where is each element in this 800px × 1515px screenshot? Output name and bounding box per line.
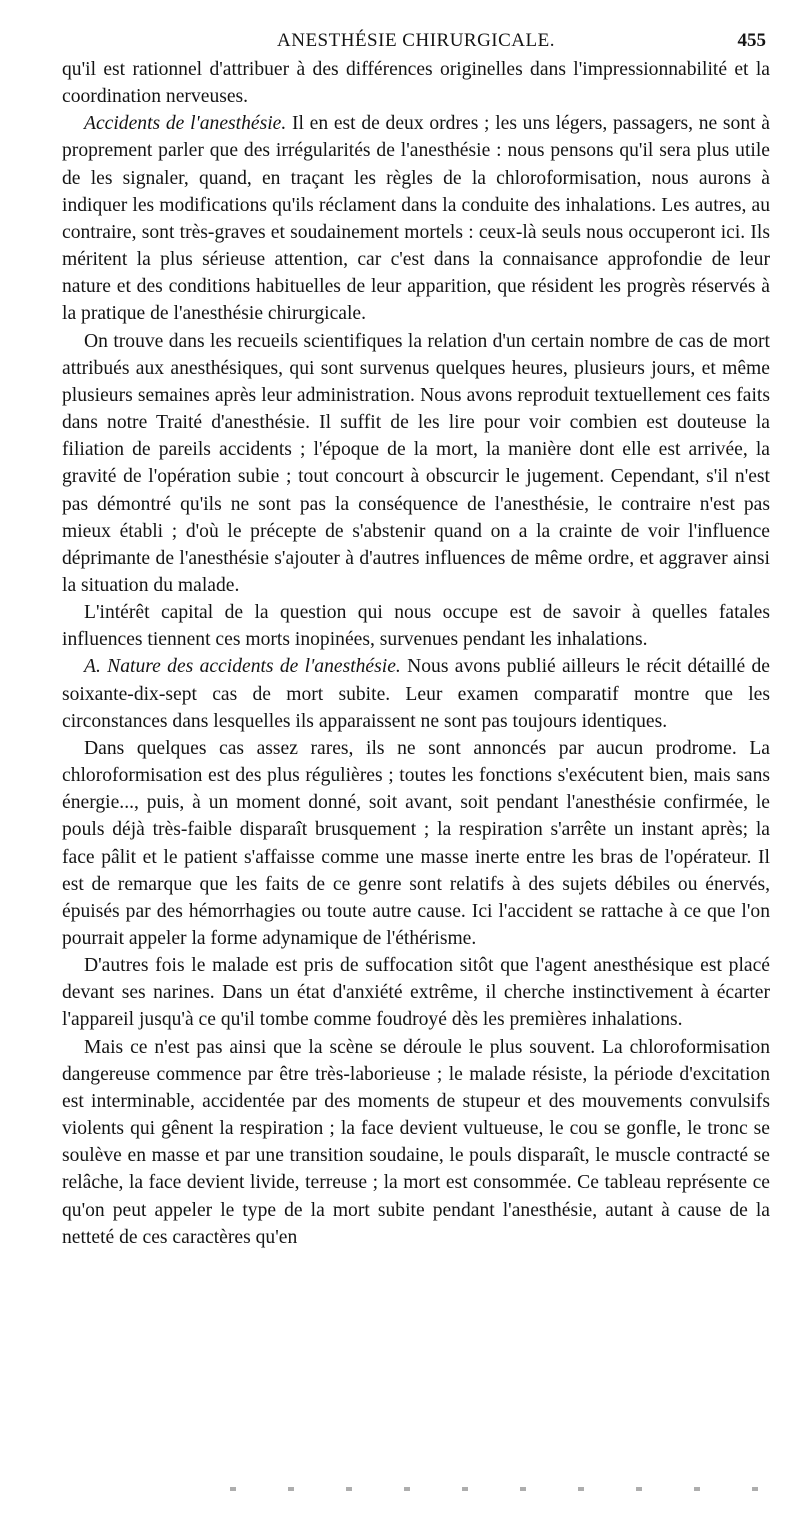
paragraph-suffocation bbox=[62, 952, 770, 1033]
paragraph-interet bbox=[62, 599, 770, 653]
body-text bbox=[62, 56, 770, 1251]
paragraph-text: Nous avons publié ailleurs le récit détaillé de soixante-dix-sept cas de mort subite. Leur examen comparatif montre que les circonstances dans lesquelles ils apparaissent ne sont pas toujours identiques. bbox=[62, 656, 770, 732]
page-number: 455 bbox=[737, 30, 766, 51]
paragraph-recueils bbox=[62, 328, 770, 600]
paragraph-text: On trouve dans les recueils scientifiques la relation d'un certain nombre de cas de mort attribués aux anesthésiques, qui sont survenus quelques heures, plusieurs jours, et même plusieurs semaines après leur administration. Nous avons reproduit textuellement ces faits dans notre Traité d'anesthésie. Il suffit de les lire pour voir combien est douteuse la filiation de pareils accidents ; l'époque de la mort, la manière dont elle est arrivée, la gravité de l'opération subie ; tout concourt à obscurcir le jugement. Cependant, s'il n'est pas démontré qu'ils ne sont pas la conséquence de l'anesthésie, le contraire n'est pas mieux établi ; d'où le précepte de s'abstenir quand on a la crainte de voir l'influence déprimante de l'anesthésie s'ajouter à d'autres influences de même ordre, et aggraver ainsi la situation du malade. bbox=[62, 330, 770, 596]
paragraph-lead: Accidents de l'anesthésie. bbox=[84, 113, 287, 135]
paragraph-text: Mais ce n'est pas ainsi que la scène se déroule le plus souvent. La chloroformisation dangereuse commence par être très-laborieuse ; le malade résiste, la période d'excitation est interminable, accidentée par des moments de stupeur et des mouvements convulsifs violents qui gênent la respiration ; la face devient vultueuse, le cou se gonfle, le tronc se soulève en masse et par une transition soudaine, le pouls disparaît, le muscle contracté se relâche, la face devient livide, terreuse ; la mort est consommée. Ce tableau représente ce qu'on peut appeler le type de la mort subite pendant l'anesthésie, autant à cause de la netteté de ces caractères qu'en bbox=[62, 1036, 770, 1248]
paragraph-continuation bbox=[62, 56, 770, 110]
paragraph-accidents bbox=[62, 110, 770, 327]
paragraph-text: Dans quelques cas assez rares, ils ne sont annoncés par aucun prodrome. La chloroformisation est des plus régulières ; toutes les fonctions s'exécutent bien, mais sans énergie..., puis, à un moment donné, soit avant, soit pendant l'anesthésie confirmée, le pouls déjà très-faible disparaît brusquement ; la respiration s'arrête un instant après; la face pâlit et le patient s'affaisse comme une masse inerte entre les bras de l'opérateur. Il est de remarque que les faits de ce genre sont relatifs à des sujets débiles ou énervés, épuisés par des hémorrhagies ou toute autre cause. Ici l'accident se rattache à ce que l'on pourrait appeler la forme adynamique de l'éthérisme. bbox=[62, 737, 770, 949]
paragraph-text: D'autres fois le malade est pris de suffocation sitôt que l'agent anesthésique est placé devant ses narines. Dans un état d'anxiété extrême, il cherche instinctivement à écarter l'appareil jusqu'à ce qu'il tombe comme foudroyé dès les premières inhalations. bbox=[62, 955, 770, 1031]
paragraph-type-mort bbox=[62, 1034, 770, 1251]
scan-artifact bbox=[230, 1487, 790, 1491]
paragraph-text: Il en est de deux ordres ; les uns légers, passagers, ne sont à proprement parler que des irrégularités de l'anesthésie : nous pensons qu'il sera plus utile de les signaler, quand, en traçant les règles de la chloroformisation, nous aurons à indiquer les modifications qu'ils réclament dans la conduite des inhalations. Les autres, au contraire, sont très-graves et soudainement mortels : ceux-là seuls nous occuperont ici. Ils méritent la plus sérieuse attention, car c'est dans la connaisance approfondie de leur nature et des conditions habituelles de leur apparition, que résident les progrès réservés à la pratique de l'anesthésie chirurgicale. bbox=[62, 113, 770, 325]
paragraph-lead: A. Nature des accidents de l'anesthésie. bbox=[84, 656, 401, 678]
paragraph-text: qu'il est rationnel d'attribuer à des différences originelles dans l'impressionnabilité et la coordination nerveuses. bbox=[62, 59, 770, 108]
paragraph-cas-rares bbox=[62, 735, 770, 952]
running-header bbox=[62, 30, 770, 58]
paragraph-text: L'intérêt capital de la question qui nous occupe est de savoir à quelles fatales influences tiennent ces morts inopinées, survenues pendant les inhalations. bbox=[62, 602, 770, 651]
paragraph-nature bbox=[62, 653, 770, 734]
running-title: ANESTHÉSIE CHIRURGICALE. bbox=[277, 30, 555, 51]
